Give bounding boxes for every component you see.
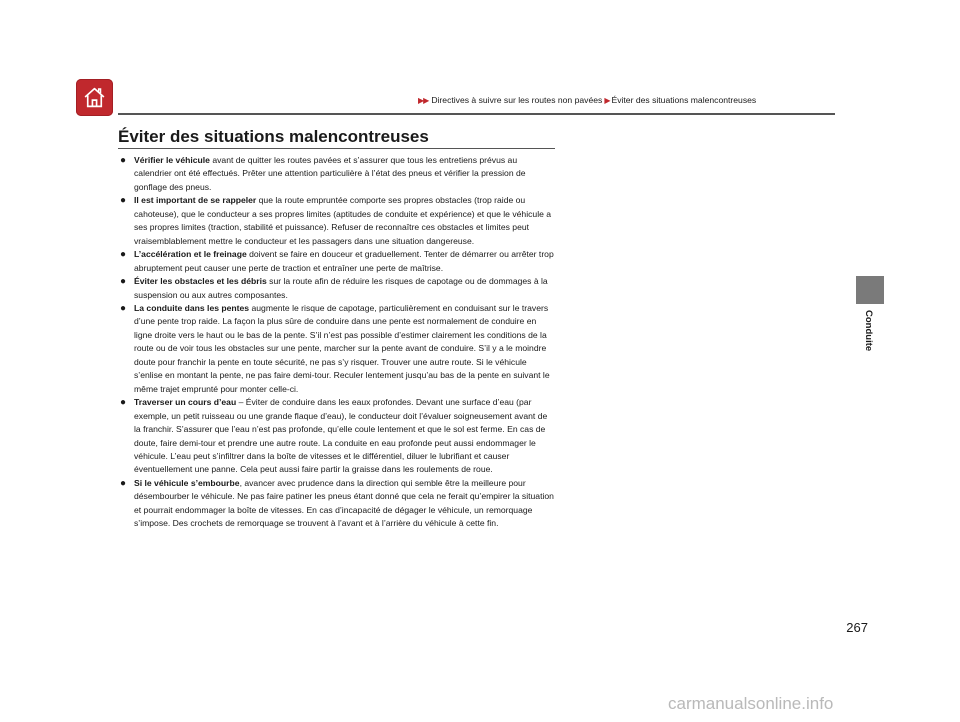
- list-item: [120, 154, 556, 194]
- list-item: [120, 477, 556, 531]
- home-icon: [82, 85, 107, 110]
- breadcrumb-section-link[interactable]: Directives à suivre sur les routes non pavées: [431, 95, 603, 105]
- item-heading: Si le véhicule s’embourbe: [134, 477, 240, 488]
- item-heading: La conduite dans les pentes: [134, 302, 250, 313]
- breadcrumb-current-page: Éviter des situations malencontreuses: [611, 95, 757, 105]
- bullet-icon: ●: [120, 155, 127, 166]
- bullet-icon: ●: [120, 477, 127, 489]
- content-body: [120, 154, 556, 531]
- breadcrumb-arrow-icon: ▶▶: [418, 96, 429, 105]
- item-heading: Traverser un cours d’eau: [134, 397, 237, 408]
- bullet-icon: ●: [120, 397, 127, 409]
- item-text: avant de quitter les routes pavées et s’assurer que tous les entretiens prévus au calendrier ont été effectués. Prêter une attention particulière à l’état des pneus et vérifier la pression de gonflage des pneus.: [134, 155, 526, 192]
- list-item: [120, 194, 556, 248]
- item-text: augmente le risque de capotage, particulièrement en conduisant sur le travers d’une pente trop raide. La façon la plus sûre de conduire dans une pente est normalement de conduire en ligne droite vers le haut ou le bas de la pente. S’il n’est pas possible d’estimer clairement les conditions de la route ou de voir tous les obstacles sur une pente, marcher sur la pente avant de conduire. S’il y a le moindre doute pour franchir la pente en toute sécurité, ne pas s’y risquer. Trouver une autre route. Si le véhicule s’enlise en montant la pente, ne pas faire demi-tour. Reculer lentement jusqu’au bas de la pente en suivant le même trajet emprunté pour monter celle-ci.: [134, 302, 550, 394]
- item-text: sur la route afin de réduire les risques de capotage ou de dommages à la suspension ou aux autres composantes.: [134, 276, 548, 300]
- chapter-label: Conduite: [863, 310, 874, 352]
- breadcrumb-arrow-icon: ▶: [604, 96, 610, 105]
- item-text: , avancer avec prudence dans la direction qui semble être la meilleure pour désembourber le véhicule. Ne pas faire patiner les pneus étant donné que cela ne ferait qu’empirer la situation et pourrait endommager la boîte de vitesses. En cas d’incapacité de dégager le véhicule, un remorquage s’impose. Des crochets de remorquage se trouvent à l’avant et à l’arrière du véhicule à cette fin.: [134, 477, 554, 529]
- item-text: doivent se faire en douceur et graduellement. Tenter de démarrer ou arrêter trop abruptement peut causer une perte de traction et entraîner une perte de maîtrise.: [134, 249, 554, 273]
- watermark: carmanualsonline.info: [668, 694, 834, 713]
- item-heading: L’accélération et le freinage: [134, 249, 247, 260]
- header-divider: [118, 113, 835, 115]
- bullet-icon: ●: [120, 276, 127, 288]
- bullet-list: [120, 154, 556, 531]
- item-text: que la route empruntée comporte ses propres obstacles (trop raide ou cahoteuse), que le conducteur a ses propres limites (aptitudes de conduite et expérience) et que le véhicule a ses propres limites (traction, stabilité et puissance). Refuser de reconnaître ces obstacles et limites peut vraisemblablement mettre le conducteur et les passagers dans une situation dangereuse.: [134, 195, 552, 246]
- page-title: Éviter des situations malencontreuses: [118, 127, 429, 146]
- item-text: – Éviter de conduire dans les eaux profondes. Devant une surface d’eau (par exemple, un petit ruisseau ou une grande flaque d’eau), le conducteur doit l’évaluer soigneusement avant de la franchir. S’assurer que l’eau n’est pas profonde, qu’elle coule lentement et que le sol est ferme. En cas de doute, faire demi-tour et prendre une autre route. La conduite en eau profonde peut aussi endommager le véhicule. L’eau peut s’infiltrer dans la boîte de vitesses et le différentiel, diluer le lubrifiant et causer éventuellement une panne. Cela peut aussi faire partir la graisse dans les roulements de roue.: [134, 397, 548, 475]
- bullet-icon: ●: [120, 302, 127, 314]
- list-item: [120, 248, 556, 275]
- chapter-tab[interactable]: [856, 276, 884, 304]
- item-heading: Éviter les obstacles et les débris: [134, 276, 267, 287]
- list-item: [120, 396, 556, 477]
- breadcrumb: [418, 95, 756, 105]
- bullet-icon: ●: [120, 195, 127, 207]
- title-divider: [118, 148, 555, 149]
- list-item: [120, 302, 556, 396]
- item-heading: Vérifier le véhicule: [134, 155, 210, 165]
- list-item: [120, 275, 556, 302]
- page-number: 267: [846, 620, 868, 635]
- item-heading: Il est important de se rappeler: [134, 195, 257, 206]
- home-button[interactable]: [76, 79, 113, 116]
- bullet-icon: ●: [120, 249, 127, 261]
